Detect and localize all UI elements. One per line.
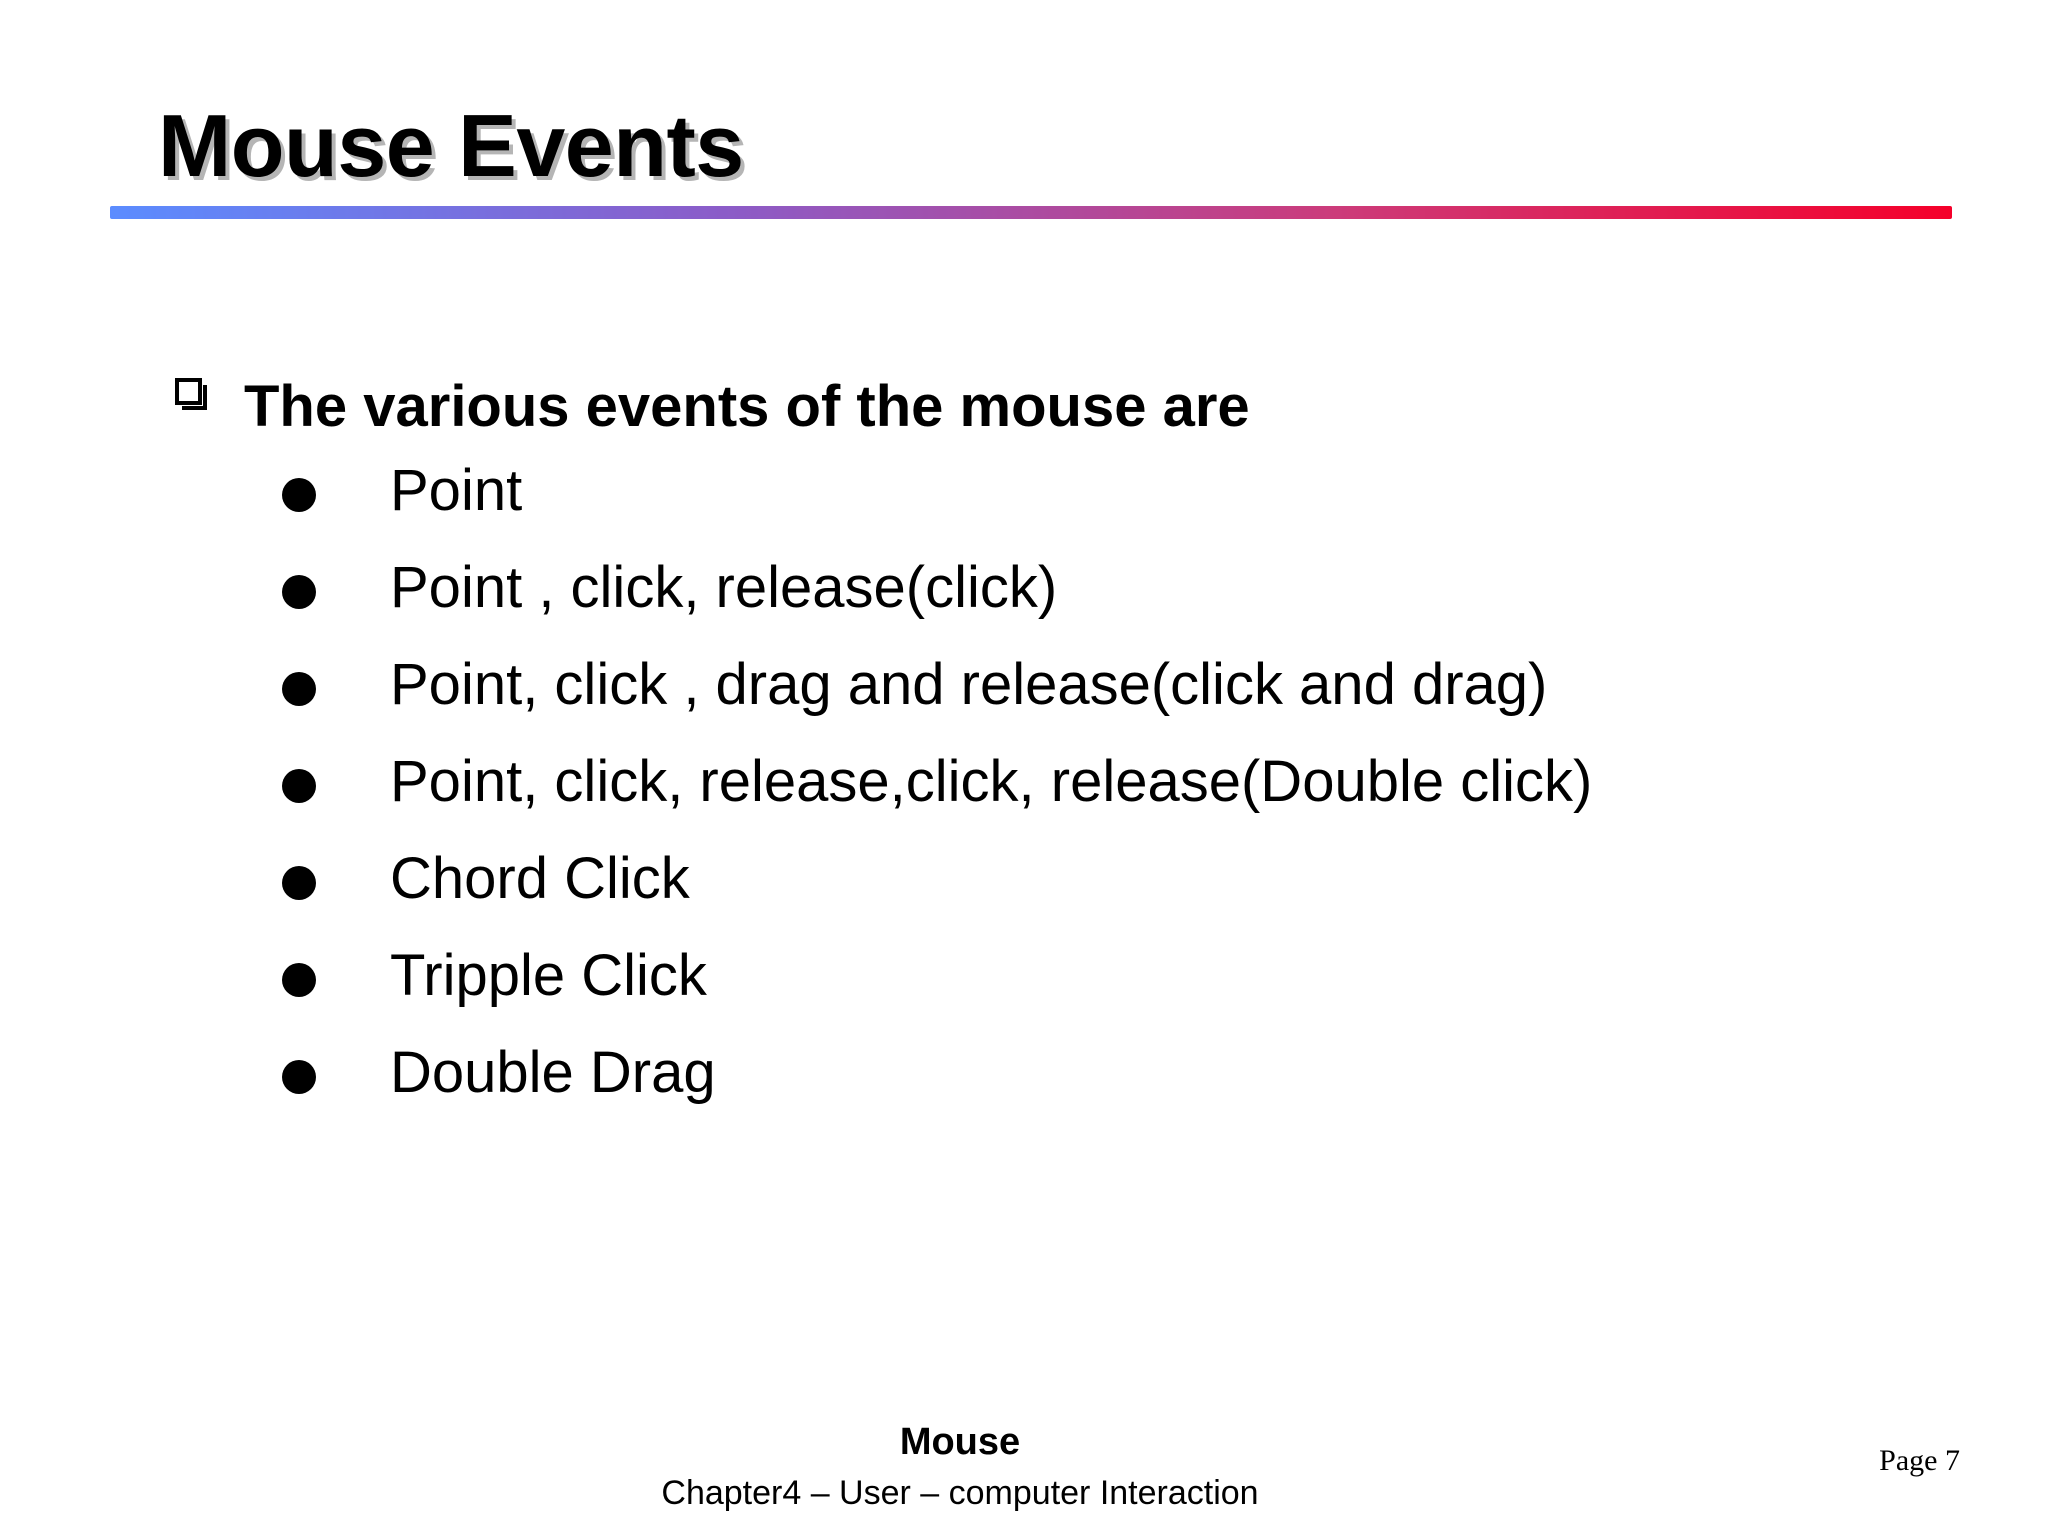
- solid-circle-bullet-icon: [282, 1060, 316, 1094]
- list-item-text: Point, click, release,click, release(Double click): [390, 749, 1593, 814]
- list-item: [282, 846, 1592, 953]
- list-item: [282, 555, 1592, 662]
- solid-circle-bullet-icon: [282, 769, 316, 803]
- footer-subtitle: Chapter4 – User – computer Interaction: [661, 1474, 1259, 1512]
- title-gradient-rule: [110, 206, 1952, 219]
- main-point-text: The various events of the mouse are: [244, 374, 1250, 439]
- list-item-text: Tripple Click: [390, 943, 707, 1008]
- main-bullet-point: [172, 372, 1250, 442]
- list-item: [282, 652, 1592, 759]
- list-item-text: Point , click, release(click): [390, 555, 1058, 620]
- list-item-text: Chord Click: [390, 846, 690, 911]
- list-item: [282, 1040, 1592, 1147]
- list-item: [282, 749, 1593, 856]
- list-item: [282, 458, 1592, 565]
- mouse-events-list: [282, 458, 1593, 1147]
- page-number: Page 7: [1879, 1444, 1960, 1477]
- solid-circle-bullet-icon: [282, 866, 316, 900]
- footer-title: Mouse: [899, 1421, 1021, 1463]
- list-item: [282, 943, 1592, 1050]
- list-item-text: Point: [390, 458, 523, 523]
- solid-circle-bullet-icon: [282, 478, 316, 512]
- solid-circle-bullet-icon: [282, 672, 316, 706]
- solid-circle-bullet-icon: [282, 575, 316, 609]
- hollow-square-bullet-icon: [172, 372, 210, 442]
- slide-title: Mouse Events: [158, 96, 744, 195]
- list-item-text: Point, click , drag and release(click and drag): [390, 652, 1548, 717]
- list-item-text: Double Drag: [390, 1040, 716, 1105]
- solid-circle-bullet-icon: [282, 963, 316, 997]
